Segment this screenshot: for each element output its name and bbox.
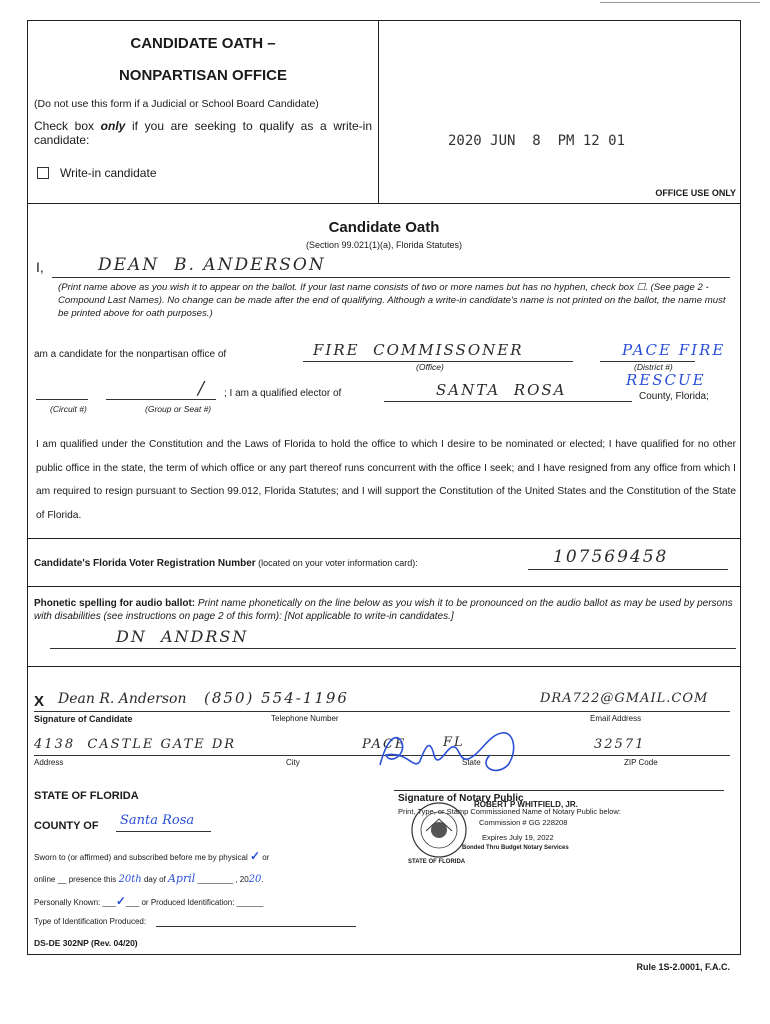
month-value: April <box>167 872 196 885</box>
phonetic-line <box>50 648 736 649</box>
office-prefix: am a candidate for the nonpartisan office of <box>34 349 227 360</box>
divider-2 <box>28 538 740 539</box>
name-instructions: (Print name above as you wish it to appear on the ballot. If your last name consists of two or more names but has no hyphen, check box ☐. (See page 2 - Compound Last Names). No change can be made after the end of qualifying. Although a write-in candidate's name is not printed on the ballot, the name must be printed above for oath purposes.) <box>58 282 726 319</box>
voter-reg-hint: (located on your voter information card): <box>255 558 418 568</box>
writein-label: Write-in candidate <box>60 166 157 180</box>
known-check: ✓ <box>115 894 126 908</box>
sworn-row <box>34 849 269 863</box>
writein-instruction-pre: Check box <box>34 119 101 133</box>
voter-reg-row <box>34 558 418 569</box>
seal-text: STATE OF FLORIDA <box>408 859 466 865</box>
notary-sig-label: Signature of Notary Public <box>398 793 524 804</box>
notary-print-label: Print, Type, or Stamp Commissioned Name of Notary Public below: <box>398 807 621 816</box>
phone-caption: Telephone Number <box>271 714 339 723</box>
oath-title: Candidate Oath <box>328 219 440 236</box>
oath-i-label: I, <box>36 259 44 275</box>
voter-reg-value: 107569458 <box>553 547 669 567</box>
notary-county-line <box>116 831 211 832</box>
candidate-name-value: DEAN B. ANDERSON <box>98 255 326 275</box>
state-caption: State <box>462 758 481 767</box>
type-row <box>34 917 146 926</box>
office-use-only: OFFICE USE ONLY <box>655 188 736 198</box>
form-title-line2: NONPARTISAN OFFICE <box>118 67 288 84</box>
county-value: SANTA ROSA <box>436 381 567 399</box>
candidate-name-line <box>52 277 730 278</box>
notary-seal <box>410 801 468 859</box>
group-caption: (Group or Seat #) <box>145 404 212 414</box>
zip-caption: ZIP Code <box>624 758 658 767</box>
state-value: FL <box>443 735 465 750</box>
divider-4 <box>28 666 740 667</box>
sworn-or: or <box>262 853 270 862</box>
signature-line <box>34 711 730 712</box>
zip-value: 32571 <box>594 737 646 752</box>
circuit-line <box>36 399 88 400</box>
form-title-line1: CANDIDATE OATH – <box>130 35 276 52</box>
online-label: online <box>34 875 56 884</box>
x-mark: X <box>34 693 45 710</box>
phonetic-value: DN ANDRSN <box>116 627 249 646</box>
circuit-caption: (Circuit #) <box>50 404 87 414</box>
address-value: 4138 CASTLE GATE DR <box>34 737 237 752</box>
type-line <box>156 926 356 927</box>
phonetic-label: Phonetic spelling for audio ballot: <box>34 598 196 609</box>
candidate-signature: Dean R. Anderson <box>58 691 187 707</box>
stamp-expires: Expires July 19, 2022 <box>482 833 554 842</box>
stamp-name: ROBERT P WHITFIELD, JR. <box>474 800 578 809</box>
stamp-bonded: Bonded Thru Budget Notary Services <box>462 845 569 851</box>
form-code: DS-DE 302NP (Rev. 04/20) <box>34 938 138 948</box>
writein-instruction-post: if you are seeking to qualify as a write-in candidate: <box>34 119 372 147</box>
county-of-label: COUNTY OF <box>34 820 99 832</box>
signature-caption: Signature of Candidate <box>34 714 133 724</box>
presence-row: online __ presence this 20th day of April ________ , 2020. <box>34 872 264 885</box>
elector-text: ; I am a qualified elector of <box>224 388 342 399</box>
group-line <box>106 399 216 400</box>
voter-reg-label: Candidate's Florida Voter Registration Number <box>34 558 256 569</box>
writein-instruction <box>34 119 372 147</box>
physical-check: ✓ <box>249 849 261 863</box>
phonetic-block <box>34 598 736 623</box>
divider-3 <box>28 586 740 587</box>
year-value: 20 <box>248 874 262 885</box>
day-value: 20th <box>118 874 142 885</box>
city-caption: City <box>286 758 300 767</box>
known-row: Personally Known: ___✓___ or Produced Identification: ______ <box>34 894 264 908</box>
notary-sig-line <box>394 790 724 791</box>
oath-statute: (Section 99.021(1)(a), Florida Statutes) <box>305 240 463 250</box>
oath-paragraph: I am qualified under the Constitution and the Laws of Florida to hold the office to which I desire to be nominated or elected; I have qualified for no other public office in the state, the term of which office or any part thereof runs concurrent with the office I seek; and I have resigned from any office from which I am required to resign pursuant to Section 99.012, Florida Statutes; and I will support the Constitution of the United States and the Constitution of the State of Florida. <box>36 439 736 521</box>
rule-citation: Rule 1S-2.0001, F.A.C. <box>636 962 730 972</box>
produced-label: or Produced Identification: <box>141 898 235 907</box>
voter-reg-line <box>528 569 728 570</box>
seat-value: / <box>198 378 207 399</box>
header-note: (Do not use this form if a Judicial or School Board Candidate) <box>34 98 319 110</box>
type-label: Type of Identification Produced: <box>34 917 147 926</box>
year-prefix: , 20 <box>235 875 249 884</box>
top-edge-mark <box>600 2 760 3</box>
county-line <box>384 401 632 402</box>
email-caption: Email Address <box>590 714 642 723</box>
stamp-commission: Commission # GG 228208 <box>479 818 568 827</box>
phone-value: (850) 554-1196 <box>204 689 349 707</box>
phonetic-text: Print name phonetically on the line below as you wish it to be pronounced on the audio ballot as may be used by persons with disabilities (see instructions on page 2 of this form): [Not applicable to write-in candidates.] <box>34 598 733 622</box>
district-caption: (District #) <box>634 362 673 372</box>
address-caption: Address <box>34 758 64 767</box>
known-label: Personally Known: <box>34 898 101 907</box>
presence-label: presence this <box>68 875 117 884</box>
received-date-stamp: 2020 JUN 8 PM 12 01 <box>448 133 626 149</box>
office-caption: (Office) <box>416 362 444 372</box>
header-divider <box>378 21 379 203</box>
city-value: PACE <box>362 737 407 752</box>
divider-1 <box>28 203 740 204</box>
notary-signature-scribble <box>368 725 528 777</box>
candidate-oath-form <box>27 20 741 955</box>
county-suffix: County, Florida; <box>639 391 709 402</box>
writein-checkbox[interactable] <box>37 167 49 179</box>
writein-instruction-em: only <box>100 119 126 133</box>
notary-county-value: Santa Rosa <box>120 813 195 828</box>
district-value-1: PACE FIRE <box>622 341 726 359</box>
district-value-2: RESCUE <box>626 371 706 389</box>
sworn-pre: Sworn to (or affirmed) and subscribed before me by physical <box>34 853 248 862</box>
office-value: FIRE COMMISSONER <box>313 341 524 359</box>
day-of-label: day of <box>143 875 166 884</box>
state-of-florida: STATE OF FLORIDA <box>34 790 139 802</box>
email-value: DRA722@GMAIL.COM <box>540 691 709 706</box>
